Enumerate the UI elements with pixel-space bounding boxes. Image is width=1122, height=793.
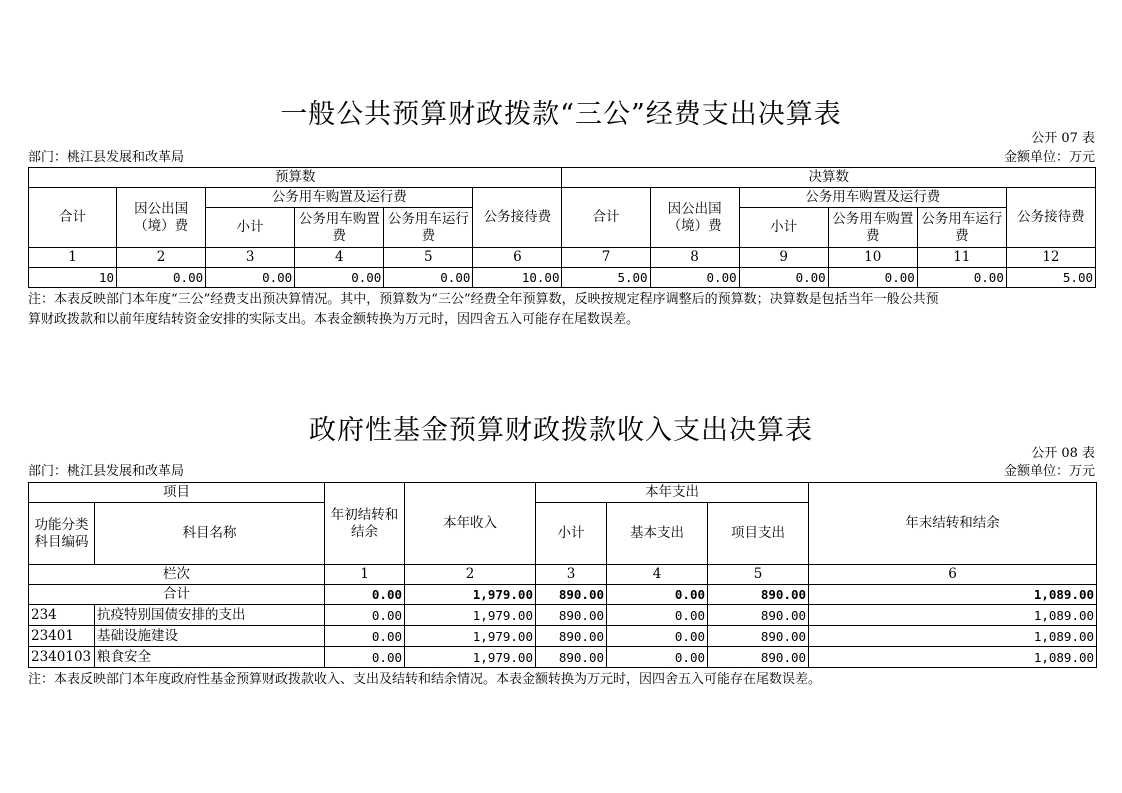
header-income: 本年收入 xyxy=(405,483,536,565)
value-cell: 0.00 xyxy=(295,268,384,288)
header-reception: 公务接待费 xyxy=(1006,188,1095,248)
value-cell: 0.00 xyxy=(384,268,473,288)
value-cell: 0.00 xyxy=(828,268,917,288)
value-cell: 1,979.00 xyxy=(405,585,536,605)
value-cell: 10.00 xyxy=(473,268,562,288)
index-cell: 4 xyxy=(295,248,384,268)
value-cell: 890.00 xyxy=(536,605,607,626)
value-cell: 890.00 xyxy=(708,605,809,626)
value-cell: 1,089.00 xyxy=(809,585,1097,605)
name-cell: 抗疫特别国债安排的支出 xyxy=(95,605,325,626)
index-cell: 6 xyxy=(473,248,562,268)
value-cell: 890.00 xyxy=(536,585,607,605)
value-cell: 1,089.00 xyxy=(809,605,1097,626)
index-row xyxy=(29,248,1096,268)
column-index-row xyxy=(29,565,1097,585)
index-cell: 9 xyxy=(739,248,828,268)
header-basic-expense: 基本支出 xyxy=(607,503,708,565)
header-total: 合计 xyxy=(29,188,117,248)
header-func-code: 功能分类科目编码 xyxy=(29,503,95,565)
header-car: 公务用车购置及运行费 xyxy=(206,188,473,208)
header-begin-balance: 年初结转和结余 xyxy=(325,483,405,565)
header-project-expense: 项目支出 xyxy=(708,503,809,565)
value-cell: 0.00 xyxy=(917,268,1006,288)
header-reception: 公务接待费 xyxy=(473,188,562,248)
header-expense: 本年支出 xyxy=(536,483,809,503)
value-cell: 1,979.00 xyxy=(405,605,536,626)
value-cell: 5.00 xyxy=(1006,268,1095,288)
group-budget-header: 预算数 xyxy=(29,168,562,188)
table1-unit: 金额单位：万元 xyxy=(1003,150,1095,165)
index-cell: 5 xyxy=(384,248,473,268)
header-subtotal: 小计 xyxy=(206,208,295,248)
value-cell: 1,979.00 xyxy=(405,647,536,668)
table1-dept: 部门：桃江县发展和改革局 xyxy=(28,150,185,165)
total-label: 合计 xyxy=(29,585,325,605)
value-cell: 890.00 xyxy=(536,626,607,647)
code-cell: 2340103 xyxy=(29,647,95,668)
value-cell: 0.00 xyxy=(607,605,708,626)
value-cell: 0.00 xyxy=(650,268,739,288)
table1-note-line1: 注：本表反映部门本年度“三公”经费支出预决算情况。其中，预算数为“三公”经费全年预算数，反映按规定程序调整后的预算数；决算数是包括当年一般公共预 xyxy=(28,292,939,307)
value-cell: 890.00 xyxy=(708,647,809,668)
gov-fund-table xyxy=(28,482,1097,668)
index-cell: 8 xyxy=(650,248,739,268)
value-cell: 0.00 xyxy=(325,585,405,605)
index-cell: 12 xyxy=(1006,248,1095,268)
value-cell: 890.00 xyxy=(708,626,809,647)
value-cell: 0.00 xyxy=(607,647,708,668)
value-cell: 0.00 xyxy=(739,268,828,288)
table-row xyxy=(29,647,1097,668)
index-cell: 3 xyxy=(206,248,295,268)
code-cell: 23401 xyxy=(29,626,95,647)
header-abroad: 因公出国（境）费 xyxy=(650,188,739,248)
value-cell: 0.00 xyxy=(325,605,405,626)
header-car-operation: 公务用车运行费 xyxy=(917,208,1006,248)
header-abroad: 因公出国（境）费 xyxy=(117,188,206,248)
header-end-balance: 年末结转和结余 xyxy=(809,483,1097,565)
value-cell: 0.00 xyxy=(607,626,708,647)
index-cell: 6 xyxy=(809,565,1097,585)
header-item: 项目 xyxy=(29,483,325,503)
header-subtotal: 小计 xyxy=(739,208,828,248)
group-final-header: 决算数 xyxy=(562,168,1096,188)
index-cell: 1 xyxy=(325,565,405,585)
table1-code: 公开 07 表 xyxy=(1031,131,1095,146)
index-cell: 3 xyxy=(536,565,607,585)
value-cell: 0.00 xyxy=(325,626,405,647)
header-subject-name: 科目名称 xyxy=(95,503,325,565)
index-cell: 1 xyxy=(29,248,117,268)
index-cell: 11 xyxy=(917,248,1006,268)
header-total: 合计 xyxy=(562,188,650,248)
value-cell: 0.00 xyxy=(206,268,295,288)
value-cell: 5.00 xyxy=(562,268,650,288)
name-cell: 粮食安全 xyxy=(95,647,325,668)
value-cell: 0.00 xyxy=(117,268,206,288)
code-cell: 234 xyxy=(29,605,95,626)
index-cell: 5 xyxy=(708,565,809,585)
value-cell: 1,089.00 xyxy=(809,626,1097,647)
table1-note xyxy=(28,290,1098,330)
index-cell: 10 xyxy=(828,248,917,268)
value-cell: 0.00 xyxy=(607,585,708,605)
header-subtotal: 小计 xyxy=(536,503,607,565)
table2-note: 注：本表反映部门本年度政府性基金预算财政拨款收入、支出及结转和结余情况。本表金额转换为万元时，因四舍五入可能存在尾数误差。 xyxy=(28,672,822,687)
header-car-purchase: 公务用车购置费 xyxy=(295,208,384,248)
header-car-purchase: 公务用车购置费 xyxy=(828,208,917,248)
value-cell: 890.00 xyxy=(536,647,607,668)
table1-note-line2: 算财政拨款和以前年度结转资金安排的实际支出。本表金额转换为万元时，因四舍五入可能存在尾数误差。 xyxy=(28,312,640,327)
name-cell: 基础设施建设 xyxy=(95,626,325,647)
value-row xyxy=(29,268,1096,288)
header-car-operation: 公务用车运行费 xyxy=(384,208,473,248)
three-public-expense-table xyxy=(28,167,1096,288)
value-cell: 890.00 xyxy=(708,585,809,605)
table2-title: 政府性基金预算财政拨款收入支出决算表 xyxy=(309,415,813,446)
index-cell: 4 xyxy=(607,565,708,585)
value-cell: 0.00 xyxy=(325,647,405,668)
table-row xyxy=(29,605,1097,626)
column-label: 栏次 xyxy=(29,565,325,585)
table2-code: 公开 08 表 xyxy=(1031,446,1095,461)
index-cell: 7 xyxy=(562,248,650,268)
index-cell: 2 xyxy=(405,565,536,585)
table1-title: 一般公共预算财政拨款“三公”经费支出决算表 xyxy=(280,99,842,130)
table-row xyxy=(29,626,1097,647)
table2-unit: 金额单位：万元 xyxy=(1003,464,1095,479)
total-row xyxy=(29,585,1097,605)
table2-dept: 部门：桃江县发展和改革局 xyxy=(28,464,185,479)
value-cell: 1,979.00 xyxy=(405,626,536,647)
header-car: 公务用车购置及运行费 xyxy=(739,188,1006,208)
index-cell: 2 xyxy=(117,248,206,268)
value-cell: 1,089.00 xyxy=(809,647,1097,668)
value-cell: 10 xyxy=(29,268,117,288)
